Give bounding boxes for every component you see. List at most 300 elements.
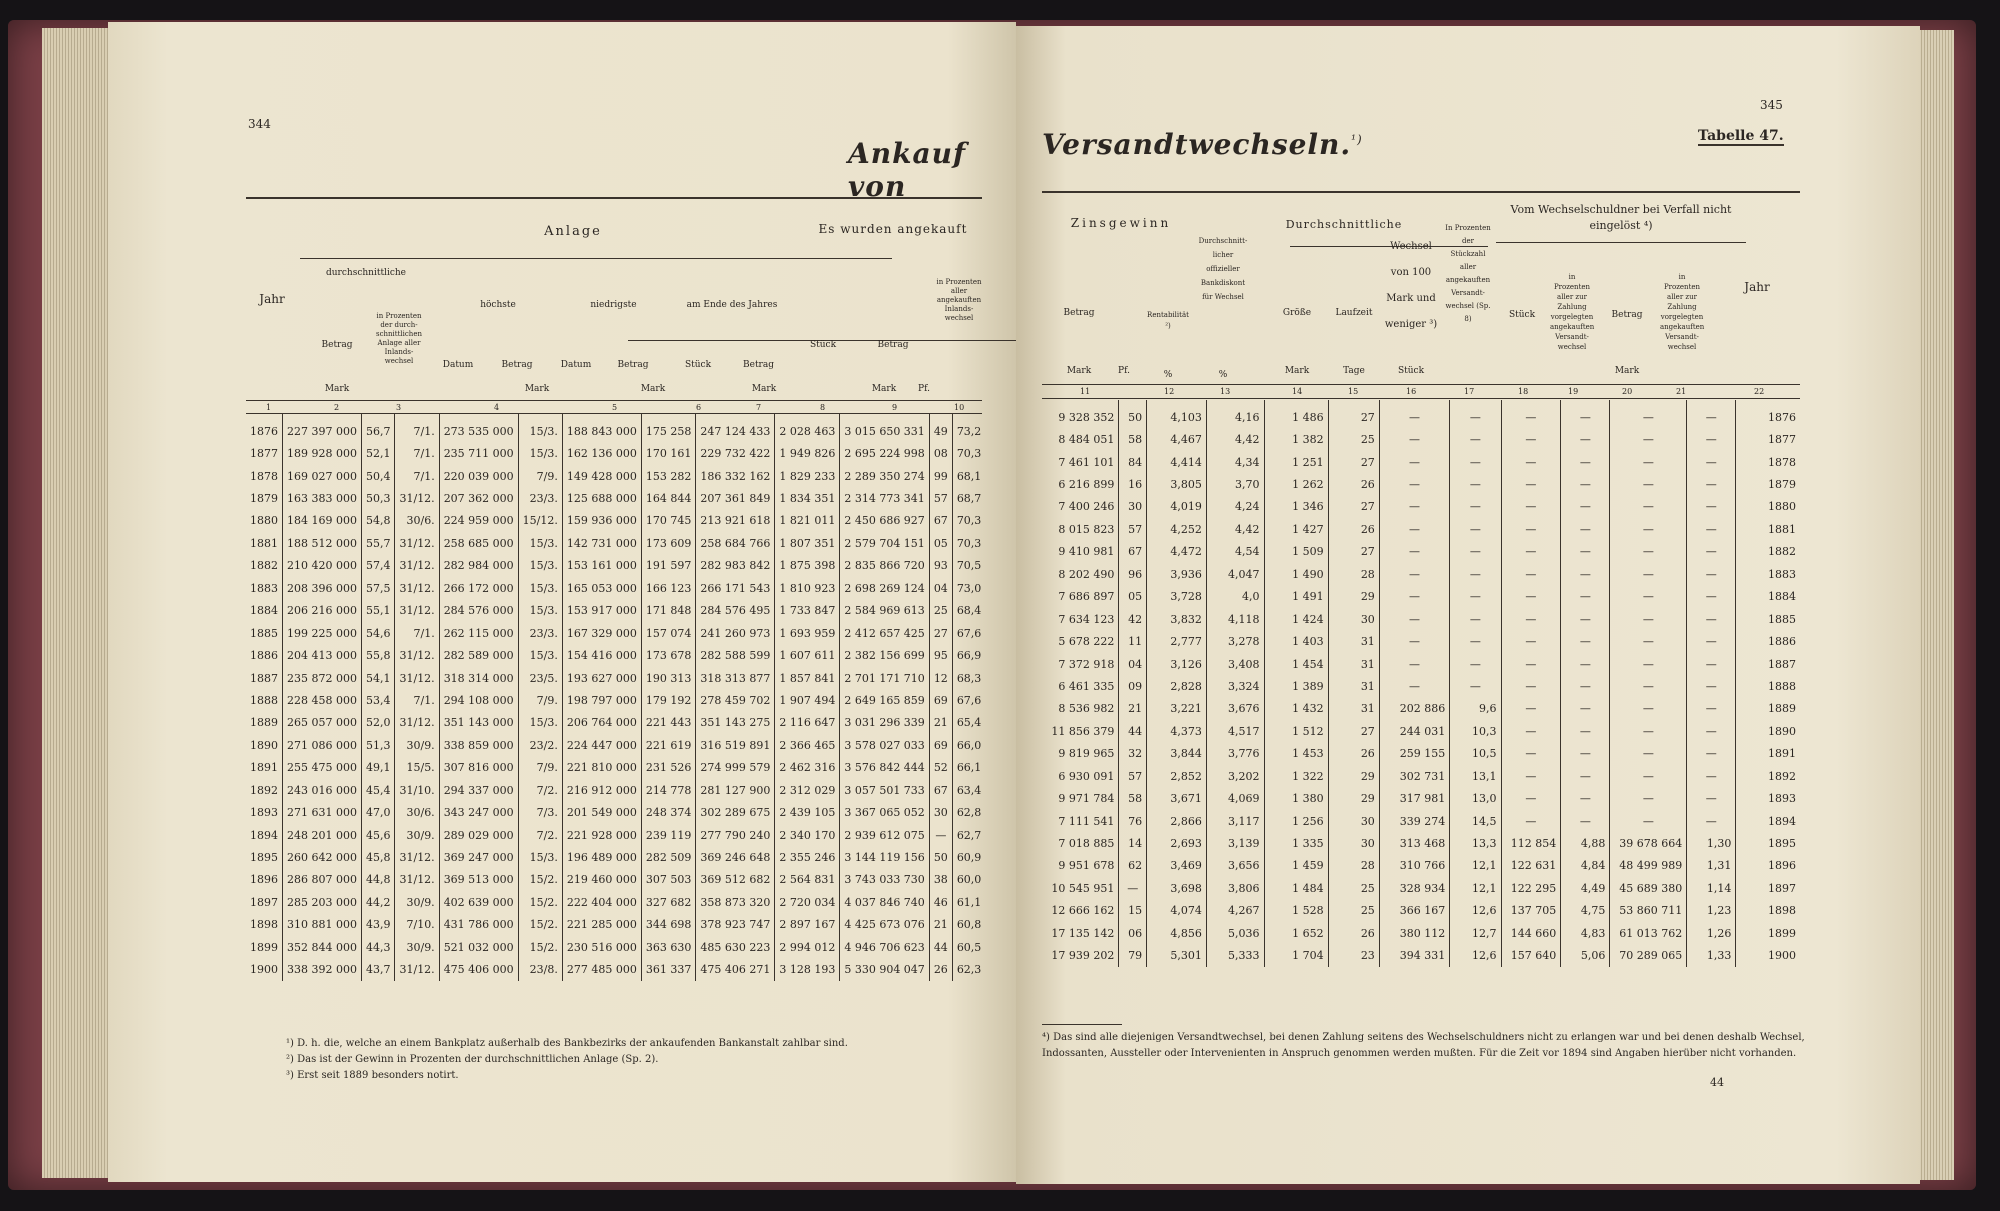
left-table-cell: 206 764 000 (562, 712, 641, 734)
right-table-cell: 4,252 (1147, 518, 1207, 540)
right-table-cell: 3,221 (1147, 698, 1207, 720)
right-table-cell: 6 461 335 (1058, 679, 1115, 693)
right-table-cell: 04 (1119, 653, 1147, 675)
right-table-cell: — (1450, 630, 1501, 652)
right-table-cell: 137 705 (1501, 900, 1561, 922)
right-table-cell: 1 335 (1264, 832, 1328, 854)
right-table-cell: 4,047 (1206, 563, 1264, 585)
table-row (1042, 922, 1800, 944)
right-table-cell: 30 (1119, 496, 1147, 518)
table-row (246, 824, 985, 846)
left-table-cell: 38 (929, 869, 952, 891)
left-table-cell: 191 597 (641, 555, 696, 577)
left-table-cell: 243 016 000 (283, 779, 362, 801)
right-table-cell: — (1561, 743, 1610, 765)
right-table-cell: 1888 (1736, 675, 1800, 697)
right-table-cell: — (1450, 496, 1501, 518)
left-table-cell: 2 897 167 (775, 914, 840, 936)
table-row (246, 689, 985, 711)
right-table-cell: 10,3 (1450, 720, 1501, 742)
left-table-cell: 289 029 000 (439, 824, 518, 846)
left-table-cell: 1878 (250, 469, 278, 483)
right-table-cell: 1 424 (1264, 608, 1328, 630)
right-table-cell: 4,54 (1206, 541, 1264, 563)
left-table-cell: 23/8. (518, 959, 562, 981)
right-table-cell: 2,828 (1147, 675, 1207, 697)
left-table-cell: 7/9. (518, 689, 562, 711)
right-table-cell: 4,467 (1147, 428, 1207, 450)
right-table-cell: 1896 (1736, 855, 1800, 877)
left-table-cell: 30/6. (395, 510, 439, 532)
left-table-cell: 235 872 000 (283, 667, 362, 689)
right-table-cell: — (1450, 563, 1501, 585)
right-table-cell: 26 (1328, 473, 1379, 495)
right-table-cell: 1,14 (1687, 877, 1736, 899)
table-row (1042, 765, 1800, 787)
left-table-cell: 2 720 034 (775, 891, 840, 913)
left-table-cell: 262 115 000 (439, 622, 518, 644)
right-table-cell: 30 (1328, 608, 1379, 630)
table-row (1042, 541, 1800, 563)
right-table-cell: 5,036 (1206, 922, 1264, 944)
right-table-cell: — (1561, 428, 1610, 450)
left-table-cell: 1884 (250, 604, 278, 618)
left-table-cell: 15/3. (518, 442, 562, 464)
right-table-cell: 23 (1328, 945, 1379, 967)
right-table-cell: 3,671 (1147, 787, 1207, 809)
right-table-cell: — (1610, 765, 1687, 787)
left-table-cell: 2 312 029 (775, 779, 840, 801)
hdr-datum-niedrigste: Datum (560, 360, 592, 370)
left-table-cell: 30/9. (395, 824, 439, 846)
left-table-cell: 170 745 (641, 510, 696, 532)
left-table-cell: 521 032 000 (439, 936, 518, 958)
left-table-cell: 142 731 000 (562, 532, 641, 554)
left-table-cell: 68,7 (952, 487, 985, 509)
left-table-cell: 44,8 (361, 869, 395, 891)
hdr-betrag-11: Betrag (1063, 308, 1095, 318)
left-table-cell: 7/2. (518, 779, 562, 801)
left-table-cell: 60,8 (952, 914, 985, 936)
right-table-cell: 79 (1119, 945, 1147, 967)
left-table-cell: 475 406 000 (439, 959, 518, 981)
colno-5: 5 (612, 403, 618, 412)
left-table-cell: 23/3. (518, 622, 562, 644)
right-table-cell: 62 (1119, 855, 1147, 877)
left-table-cell: 227 397 000 (283, 414, 362, 442)
hdr-datum-hoechste: Datum (442, 360, 474, 370)
left-table-cell: 1898 (250, 918, 278, 932)
right-table-cell: 5 678 222 (1058, 635, 1115, 649)
left-table-cell: 214 778 (641, 779, 696, 801)
right-table-cell: 10 545 951 (1051, 881, 1115, 895)
left-table-cell: 25 (929, 600, 952, 622)
right-table-cell: 53 860 711 (1610, 900, 1687, 922)
hdr-mark-2: Mark (324, 384, 350, 394)
left-table-cell: 369 247 000 (439, 846, 518, 868)
left-table-cell: 2 698 269 124 (840, 577, 929, 599)
left-table-cell: 4 425 673 076 (840, 914, 929, 936)
left-table-cell: 343 247 000 (439, 801, 518, 823)
left-data-table (246, 414, 985, 981)
table-row (1042, 900, 1800, 922)
left-table-cell: 23/3. (518, 487, 562, 509)
right-table-cell: — (1687, 473, 1736, 495)
right-table-cell: 1894 (1736, 810, 1800, 832)
right-table-cell: 96 (1119, 563, 1147, 585)
left-table-cell: 15/2. (518, 936, 562, 958)
left-table-cell: 1880 (250, 514, 278, 528)
right-table-cell: — (1379, 630, 1449, 652)
left-table-cell: 31/12. (395, 532, 439, 554)
left-table-cell: 351 143 000 (439, 712, 518, 734)
left-table-cell: 7/10. (395, 914, 439, 936)
right-table-cell: 3,70 (1206, 473, 1264, 495)
left-table-cell: 170 161 (641, 442, 696, 464)
right-table-cell: 380 112 (1379, 922, 1449, 944)
left-table-cell: 229 732 422 (696, 442, 775, 464)
left-table-cell: 1 810 923 (775, 577, 840, 599)
hdr-es-wurden: Es wurden angekauft (818, 222, 968, 236)
left-table-cell: 173 678 (641, 644, 696, 666)
right-table-cell: 4,42 (1206, 518, 1264, 540)
right-table-cell: — (1501, 810, 1561, 832)
right-table-cell: — (1610, 675, 1687, 697)
right-table-cell: 1 432 (1264, 698, 1328, 720)
left-table-cell: 3 057 501 733 (840, 779, 929, 801)
right-table-cell: 9 328 352 (1058, 410, 1115, 424)
right-table-cell: 39 678 664 (1610, 832, 1687, 854)
right-table-cell: 12 666 162 (1051, 904, 1115, 918)
right-table-cell: 4,414 (1147, 451, 1207, 473)
right-table-cell: — (1687, 698, 1736, 720)
right-table-cell: — (1501, 608, 1561, 630)
left-table-cell: 173 609 (641, 532, 696, 554)
right-table-cell: 06 (1119, 922, 1147, 944)
colno-13: 13 (1220, 387, 1231, 396)
left-table-cell: 7/1. (395, 442, 439, 464)
left-table-cell: 159 936 000 (562, 510, 641, 532)
table-label: Tabelle 47. (1698, 128, 1784, 144)
left-table-cell: 378 923 747 (696, 914, 775, 936)
left-table-cell: 45,4 (361, 779, 395, 801)
hdr-jahr: Jahr (259, 292, 285, 306)
right-table-cell: 1898 (1736, 900, 1800, 922)
right-table-cell: 4,069 (1206, 787, 1264, 809)
right-table-cell: 31 (1328, 698, 1379, 720)
left-table-cell: 67 (929, 510, 952, 532)
right-table-cell: 9 971 784 (1058, 792, 1115, 806)
page-number: 345 (1760, 98, 1783, 112)
right-table-cell: 3,469 (1147, 855, 1207, 877)
left-table-cell: 1 807 351 (775, 532, 840, 554)
right-table-cell: 1878 (1736, 451, 1800, 473)
left-table-cell: 31/12. (395, 577, 439, 599)
left-table-cell: 1 875 398 (775, 555, 840, 577)
left-table-cell: 4 037 846 740 (840, 891, 929, 913)
left-table-cell: 222 404 000 (562, 891, 641, 913)
left-table-cell: 21 (929, 914, 952, 936)
left-table-cell: 15/2. (518, 869, 562, 891)
right-table-cell: — (1561, 518, 1610, 540)
right-page (1016, 26, 1920, 1184)
left-table-cell: 57,4 (361, 555, 395, 577)
left-table-cell: 7/9. (518, 465, 562, 487)
right-table-cell: 1 382 (1264, 428, 1328, 450)
right-table-cell: 1885 (1736, 608, 1800, 630)
right-table-cell: 4,103 (1147, 400, 1207, 428)
hdr-laufzeit: Laufzeit (1335, 308, 1373, 318)
right-table-cell: — (1450, 675, 1501, 697)
left-table-cell: 31/10. (395, 779, 439, 801)
header-bottom-rule (1042, 384, 1800, 385)
right-table-cell: 31 (1328, 630, 1379, 652)
left-table-cell: 49 (929, 414, 952, 442)
left-table-cell: 1887 (250, 671, 278, 685)
right-table-cell: 3,324 (1206, 675, 1264, 697)
right-table-cell: 67 (1119, 541, 1147, 563)
table-row (1042, 563, 1800, 585)
right-table-cell: — (1561, 451, 1610, 473)
right-table-cell: 26 (1328, 518, 1379, 540)
left-table-cell: 265 057 000 (283, 712, 362, 734)
right-table-cell: 1 528 (1264, 900, 1328, 922)
hdr-durchschnittliche: Durchschnittliche (1285, 218, 1403, 231)
left-table-cell: 1 834 351 (775, 487, 840, 509)
left-table-cell: 221 928 000 (562, 824, 641, 846)
hdr-tage: Tage (1343, 366, 1365, 376)
left-table-cell: 282 509 (641, 846, 696, 868)
right-table-cell: — (1561, 698, 1610, 720)
right-table-cell: — (1561, 541, 1610, 563)
left-table-cell: 2 579 704 151 (840, 532, 929, 554)
colno-10: 10 (954, 403, 965, 412)
right-table-cell: 144 660 (1501, 922, 1561, 944)
table-row (1042, 451, 1800, 473)
table-row (246, 914, 985, 936)
left-table-cell: 179 192 (641, 689, 696, 711)
left-table-cell: — (929, 824, 952, 846)
right-table-cell: — (1687, 630, 1736, 652)
right-table-cell: 58 (1119, 428, 1147, 450)
right-table-cell: 25 (1328, 877, 1379, 899)
left-table-cell: 198 797 000 (562, 689, 641, 711)
right-table-cell: — (1450, 586, 1501, 608)
right-table-cell: — (1379, 675, 1449, 697)
left-table-cell: 369 513 000 (439, 869, 518, 891)
left-table-cell: 207 362 000 (439, 487, 518, 509)
left-table-cell: 4 946 706 623 (840, 936, 929, 958)
table-row (1042, 855, 1800, 877)
right-table-cell: — (1561, 608, 1610, 630)
right-table-cell: 15 (1119, 900, 1147, 922)
right-table-cell: 302 731 (1379, 765, 1449, 787)
hdr-wechsel-100: Wechsel von 100 Mark und weniger ³) (1384, 241, 1438, 330)
left-table-cell: 7/2. (518, 824, 562, 846)
right-table-cell: — (1687, 541, 1736, 563)
left-table-cell: 2 584 969 613 (840, 600, 929, 622)
left-table-cell: 52,1 (361, 442, 395, 464)
right-table-cell: 2,693 (1147, 832, 1207, 854)
left-table-cell: 190 313 (641, 667, 696, 689)
right-table-cell: 1895 (1736, 832, 1800, 854)
footnote-1: ¹) D. h. die, welche an einem Bankplatz außerhalb des Bankbezirks der ankaufenden Bankanstalt zahlbar sind. (286, 1038, 848, 1049)
left-table-cell: 284 576 495 (696, 600, 775, 622)
right-table-cell: 3,936 (1147, 563, 1207, 585)
right-table-cell: 7 018 885 (1058, 837, 1115, 851)
left-table-cell: 485 630 223 (696, 936, 775, 958)
left-table-cell: 166 123 (641, 577, 696, 599)
left-table-cell: 44,2 (361, 891, 395, 913)
left-table-cell: 1881 (250, 536, 278, 550)
table-row (246, 846, 985, 868)
right-table-cell: — (1687, 787, 1736, 809)
left-table-cell: 99 (929, 465, 952, 487)
right-table-cell: 5,301 (1147, 945, 1207, 967)
left-table-cell: 310 881 000 (283, 914, 362, 936)
left-table-cell: 273 535 000 (439, 414, 518, 442)
left-table-cell: 55,1 (361, 600, 395, 622)
right-table-cell: — (1379, 473, 1449, 495)
left-table-cell: 46 (929, 891, 952, 913)
hdr-mark-9: Mark (871, 384, 897, 394)
sheet-number: 44 (1710, 1076, 1724, 1089)
table-row (246, 532, 985, 554)
left-table-cell: 2 028 463 (775, 414, 840, 442)
page-title-text: Versandtwechseln. (1042, 128, 1352, 161)
left-table-cell: 57 (929, 487, 952, 509)
left-table-cell: 26 (929, 959, 952, 981)
left-table-cell: 282 984 000 (439, 555, 518, 577)
left-table-cell: 164 844 (641, 487, 696, 509)
top-rule (1042, 191, 1800, 193)
left-table-cell: 241 260 973 (696, 622, 775, 644)
left-table-cell: 30/9. (395, 734, 439, 756)
right-table-cell: — (1687, 428, 1736, 450)
left-table-cell: 1 821 011 (775, 510, 840, 532)
left-table-cell: 2 649 165 859 (840, 689, 929, 711)
right-table-cell: 25 (1328, 428, 1379, 450)
right-table-cell: 31 (1328, 653, 1379, 675)
left-table-cell: 2 412 657 425 (840, 622, 929, 644)
right-table-cell: — (1561, 630, 1610, 652)
right-table-cell: — (1450, 400, 1501, 428)
left-table-cell: 285 203 000 (283, 891, 362, 913)
right-table-cell: 310 766 (1379, 855, 1449, 877)
right-table-cell: 1889 (1736, 698, 1800, 720)
table-row (246, 779, 985, 801)
page-edges-right (1918, 30, 1954, 1180)
hdr-prozent-stueck: In Prozenten der Stückzahl aller angekauften Versandtwechsel (Sp. 8) (1445, 224, 1491, 323)
right-table-cell: 11 856 379 (1051, 724, 1115, 738)
page-edges-left (42, 28, 110, 1178)
right-table-cell: 12,1 (1450, 877, 1501, 899)
right-table-cell: 1893 (1736, 787, 1800, 809)
colno-7: 7 (756, 403, 762, 412)
colno-17: 17 (1464, 387, 1475, 396)
left-table-cell: 70,5 (952, 555, 985, 577)
right-table-cell: — (1687, 563, 1736, 585)
left-table-cell: 49,1 (361, 757, 395, 779)
left-table-cell: 31/12. (395, 667, 439, 689)
right-table-cell: 70 289 065 (1610, 945, 1687, 967)
right-table-cell: 1,31 (1687, 855, 1736, 877)
hdr-prozent-inland: in Prozenten aller angekauften Inlandswechsel (936, 278, 982, 322)
left-table-cell: 68,4 (952, 600, 985, 622)
left-table-cell: 04 (929, 577, 952, 599)
left-table-cell: 73,2 (952, 414, 985, 442)
left-table-cell: 68,1 (952, 465, 985, 487)
left-table-cell: 62,7 (952, 824, 985, 846)
left-table-cell: 5 330 904 047 (840, 959, 929, 981)
left-table-cell: 30 (929, 801, 952, 823)
right-table-cell: — (1610, 400, 1687, 428)
left-table-cell: 235 711 000 (439, 442, 518, 464)
hdr-diskont: Durchschnittlicher offizieller Bankdiskont für Wechsel (1198, 237, 1248, 301)
table-row (1042, 586, 1800, 608)
left-table-cell: 70,3 (952, 532, 985, 554)
right-table-cell: 1 322 (1264, 765, 1328, 787)
left-table-cell: 220 039 000 (439, 465, 518, 487)
table-row (1042, 832, 1800, 854)
left-table-cell: 271 631 000 (283, 801, 362, 823)
left-table-cell: 70,3 (952, 510, 985, 532)
right-table-cell: — (1610, 698, 1687, 720)
right-table-cell: 17 135 142 (1051, 926, 1115, 940)
table-row (246, 936, 985, 958)
left-table-cell: 201 549 000 (562, 801, 641, 823)
right-table-cell: 25 (1328, 900, 1379, 922)
left-table-cell: 1886 (250, 649, 278, 663)
right-table-cell: 14,5 (1450, 810, 1501, 832)
right-table-cell: 11 (1119, 630, 1147, 652)
right-table-cell: 1879 (1736, 473, 1800, 495)
left-table-cell: 260 642 000 (283, 846, 362, 868)
left-table-cell: 157 074 (641, 622, 696, 644)
right-table-cell: 1 346 (1264, 496, 1328, 518)
table-row (1042, 518, 1800, 540)
table-row (246, 869, 985, 891)
left-table-cell: 3 743 033 730 (840, 869, 929, 891)
left-table-cell: 1 949 826 (775, 442, 840, 464)
right-table-cell: — (1379, 496, 1449, 518)
right-table-cell: — (1561, 496, 1610, 518)
table-row (1042, 743, 1800, 765)
left-table-cell: 45,8 (361, 846, 395, 868)
left-table-cell: 282 589 000 (439, 644, 518, 666)
hdr-betrag-20: Betrag (1611, 310, 1643, 320)
left-table-cell: 15/2. (518, 914, 562, 936)
right-table-cell: 27 (1328, 451, 1379, 473)
right-table-cell: — (1561, 810, 1610, 832)
left-table-cell: 153 917 000 (562, 600, 641, 622)
right-table-cell: — (1687, 608, 1736, 630)
left-table-cell: 62,3 (952, 959, 985, 981)
left-table-cell: 277 485 000 (562, 959, 641, 981)
left-table-cell: 169 027 000 (283, 465, 362, 487)
left-table-cell: 73,0 (952, 577, 985, 599)
right-table-cell: 30 (1328, 832, 1379, 854)
left-table-cell: 05 (929, 532, 952, 554)
left-table-cell: 44,3 (361, 936, 395, 958)
right-table-cell: 1 454 (1264, 653, 1328, 675)
left-table-cell: 43,7 (361, 959, 395, 981)
left-table-cell: 1899 (250, 940, 278, 954)
left-table-cell: 1 607 611 (775, 644, 840, 666)
left-table-cell: 47,0 (361, 801, 395, 823)
right-table-cell: 1886 (1736, 630, 1800, 652)
hdr-stueck-ende: Stück (684, 360, 712, 370)
